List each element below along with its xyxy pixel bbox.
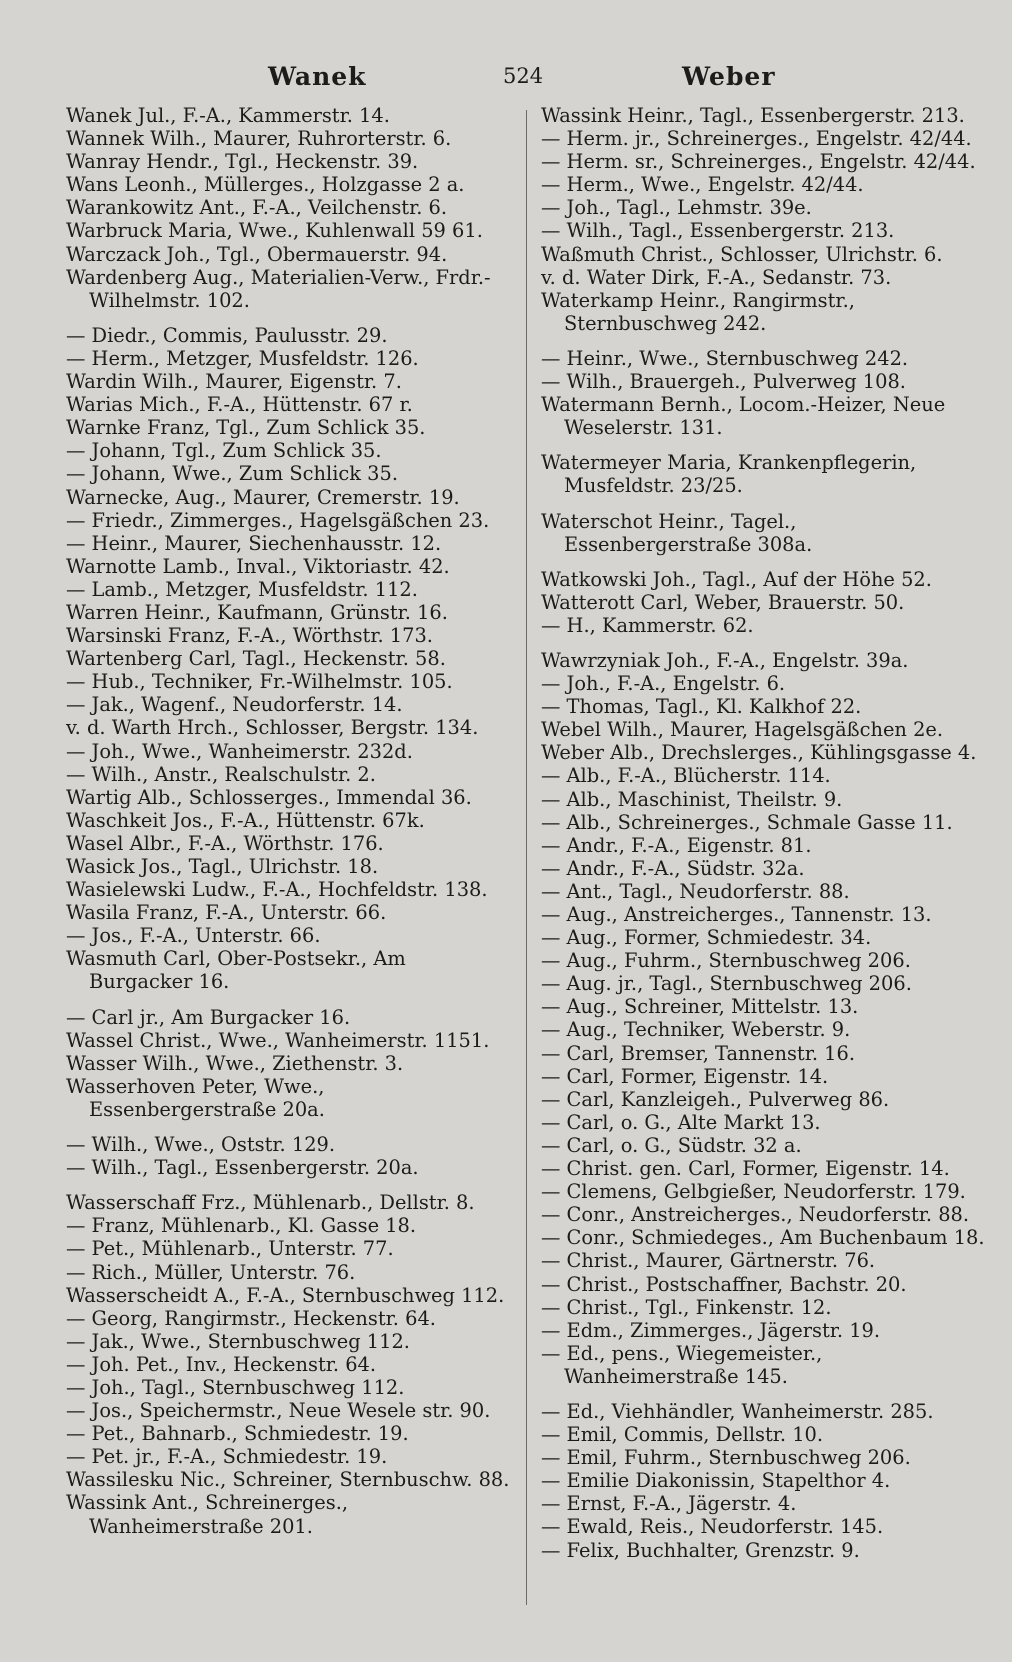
directory-entry: Watkowski Joh., Tagl., Auf der Höhe 52. xyxy=(541,567,932,591)
directory-entry: Waterkamp Heinr., Rangirmstr., Sternbuschweg 242. xyxy=(541,288,855,335)
directory-entry: — Joh. Pet., Inv., Heckenstr. 64. xyxy=(66,1352,377,1376)
right-column xyxy=(541,104,985,1562)
directory-entry: — Andr., F.-A., Südstr. 32a. xyxy=(541,856,805,880)
directory-entry: — Wilh., Tagl., Essenbergerstr. 20a. xyxy=(66,1156,419,1180)
directory-entry: — Johann, Tgl., Zum Schlick 35. xyxy=(66,439,382,463)
directory-entry: Warsinski Franz, F.-A., Wörthstr. 173. xyxy=(66,624,433,648)
directory-entry: — Rich., Müller, Unterstr. 76. xyxy=(66,1260,356,1284)
directory-entry: Wans Leonh., Müllerges., Holzgasse 2 a. xyxy=(66,173,465,197)
directory-entry: Warbruck Maria, Wwe., Kuhlenwall 59 61. xyxy=(66,219,483,243)
directory-entry: — Aug., Former, Schmiedestr. 34. xyxy=(541,926,872,950)
directory-entry: Wanray Hendr., Tgl., Heckenstr. 39. xyxy=(66,150,419,174)
directory-entry: — Joh., F.-A., Engelstr. 6. xyxy=(541,672,786,696)
directory-entry: — Ant., Tagl., Neudorferstr. 88. xyxy=(541,879,850,903)
directory-entry: — Diedr., Commis, Paulusstr. 29. xyxy=(66,323,388,347)
directory-entry: — Alb., Maschinist, Theilstr. 9. xyxy=(541,787,843,811)
directory-entry: — Carl, o. G., Alte Markt 13. xyxy=(541,1110,821,1134)
directory-entry: Wasmuth Carl, Ober-Postsekr., Am Burgacker 16. xyxy=(66,947,406,994)
directory-entry: — Hub., Techniker, Fr.-Wilhelmstr. 105. xyxy=(66,670,453,694)
directory-entry: — Wilh., Anstr., Realschulstr. 2. xyxy=(66,762,376,786)
directory-entry: Wasserschaff Frz., Mühlenarb., Dellstr. 8. xyxy=(66,1191,475,1215)
directory-entry: — Herm. sr., Schreinerges., Engelstr. 42/44. xyxy=(541,150,976,174)
directory-entry: — Ewald, Reis., Neudorferstr. 145. xyxy=(541,1515,884,1539)
directory-entry: Wassilesku Nic., Schreiner, Sternbuschw. 88. xyxy=(66,1468,510,1492)
directory-entry: v. d. Water Dirk, F.-A., Sedanstr. 73. xyxy=(541,265,892,289)
directory-entry: — Joh., Tagl., Lehmstr. 39e. xyxy=(541,196,812,220)
directory-entry: — Carl jr., Am Burgacker 16. xyxy=(66,1005,351,1029)
directory-entry: — Christ. gen. Carl, Former, Eigenstr. 14. xyxy=(541,1157,950,1181)
directory-entry: — H., Kammerstr. 62. xyxy=(541,613,754,637)
directory-entry: Waßmuth Christ., Schlosser, Ulrichstr. 6. xyxy=(541,242,943,266)
directory-entry: Wasser Wilh., Wwe., Ziethenstr. 3. xyxy=(66,1051,404,1075)
directory-entry: Wassink Ant., Schreinerges., Wanheimerstraße 201. xyxy=(66,1491,349,1538)
directory-entry: — Andr., F.-A., Eigenstr. 81. xyxy=(541,833,812,857)
directory-entry: — Wilh., Brauergeh., Pulverweg 108. xyxy=(541,370,906,394)
directory-entry: Wasserscheidt A., F.-A., Sternbuschweg 112. xyxy=(66,1283,505,1307)
directory-entry: Wasila Franz, F.-A., Unterstr. 66. xyxy=(66,901,387,925)
directory-entry: Wassel Christ., Wwe., Wanheimerstr. 1151. xyxy=(66,1028,490,1052)
directory-entry: — Jak., Wagenf., Neudorferstr. 14. xyxy=(66,693,403,717)
directory-entry: — Georg, Rangirmstr., Heckenstr. 64. xyxy=(66,1306,436,1330)
directory-entry: — Heinr., Wwe., Sternbuschweg 242. xyxy=(541,346,909,370)
directory-entry: — Herm., Metzger, Musfeldstr. 126. xyxy=(66,346,419,370)
directory-entry: — Ernst, F.-A., Jägerstr. 4. xyxy=(541,1492,797,1516)
directory-entry: v. d. Warth Hrch., Schlosser, Bergstr. 134. xyxy=(66,716,479,740)
page-header xyxy=(0,58,1012,98)
directory-entry: — Carl, Former, Eigenstr. 14. xyxy=(541,1064,829,1088)
directory-entry: — Emil, Commis, Dellstr. 10. xyxy=(541,1423,824,1447)
directory-entry: — Carl, Bremser, Tannenstr. 16. xyxy=(541,1041,855,1065)
directory-entry: — Joh., Wwe., Wanheimerstr. 232d. xyxy=(66,739,413,763)
directory-entry: — Wilh., Tagl., Essenbergerstr. 213. xyxy=(541,219,895,243)
header-right-keyword: Weber xyxy=(682,62,776,91)
directory-entry: — Ed., pens., Wiegemeister., Wanheimerstraße 145. xyxy=(541,1341,823,1388)
directory-entry: Wasielewski Ludw., F.-A., Hochfeldstr. 138. xyxy=(66,878,488,902)
directory-entry: — Pet., Mühlenarb., Unterstr. 77. xyxy=(66,1237,394,1261)
directory-entry: Warnke Franz, Tgl., Zum Schlick 35. xyxy=(66,416,426,440)
directory-entry: — Johann, Wwe., Zum Schlick 35. xyxy=(66,462,399,486)
directory-entry: — Herm., Wwe., Engelstr. 42/44. xyxy=(541,173,864,197)
directory-entry: — Clemens, Gelbgießer, Neudorferstr. 179. xyxy=(541,1180,966,1204)
directory-entry: Wardenberg Aug., Materialien-Verw., Frdr.-Wilhelmstr. 102. xyxy=(66,265,491,312)
directory-entry: — Pet., Bahnarb., Schmiedestr. 19. xyxy=(66,1422,409,1446)
directory-entry: — Jak., Wwe., Sternbuschweg 112. xyxy=(66,1329,410,1353)
directory-entry: — Conr., Anstreicherges., Neudorferstr. 88. xyxy=(541,1203,970,1227)
directory-entry: — Emilie Diakonissin, Stapelthor 4. xyxy=(541,1469,891,1493)
directory-entry: Wasel Albr., F.-A., Wörthstr. 176. xyxy=(66,831,384,855)
directory-entry: Watermann Bernh., Locom.-Heizer, Neue Weselerstr. 131. xyxy=(541,393,946,440)
directory-entry: — Lamb., Metzger, Musfeldstr. 112. xyxy=(66,577,418,601)
directory-entry: Wasserhoven Peter, Wwe., Essenbergerstraße 20a. xyxy=(66,1074,325,1121)
directory-entry: Warren Heinr., Kaufmann, Grünstr. 16. xyxy=(66,600,448,624)
directory-entry: Watermeyer Maria, Krankenpflegerin, Musfeldstr. 23/25. xyxy=(541,451,917,498)
directory-entry: — Aug., Techniker, Weberstr. 9. xyxy=(541,1018,851,1042)
directory-entry: Wartig Alb., Schlosserges., Immendal 36. xyxy=(66,785,472,809)
column-divider xyxy=(526,110,527,1605)
directory-entry: — Franz, Mühlenarb., Kl. Gasse 18. xyxy=(66,1214,417,1238)
directory-entry: Waschkeit Jos., F.-A., Hüttenstr. 67k. xyxy=(66,808,425,832)
directory-entry: — Heinr., Maurer, Siechenhausstr. 12. xyxy=(66,531,442,555)
directory-entry: Wawrzyniak Joh., F.-A., Engelstr. 39a. xyxy=(541,648,909,672)
directory-entry: Wartenberg Carl, Tagl., Heckenstr. 58. xyxy=(66,647,446,671)
directory-entry: — Edm., Zimmerges., Jägerstr. 19. xyxy=(541,1318,881,1342)
directory-entry: Warankowitz Ant., F.-A., Veilchenstr. 6. xyxy=(66,196,448,220)
directory-entry: Wanek Jul., F.-A., Kammerstr. 14. xyxy=(66,104,390,127)
directory-entry: — Felix, Buchhalter, Grenzstr. 9. xyxy=(541,1538,860,1562)
directory-entry: — Jos., Speichermstr., Neue Wesele str. 90. xyxy=(66,1399,491,1423)
header-left-keyword: Wanek xyxy=(268,62,367,91)
directory-entry: — Herm. jr., Schreinerges., Engelstr. 42/44. xyxy=(541,127,972,151)
directory-entry: — Christ., Maurer, Gärtnerstr. 76. xyxy=(541,1249,876,1273)
directory-entry: — Aug., Schreiner, Mittelstr. 13. xyxy=(541,995,859,1019)
directory-entry: Watterott Carl, Weber, Brauerstr. 50. xyxy=(541,590,905,614)
page-number: 524 xyxy=(503,64,544,88)
directory-entry: Warczack Joh., Tgl., Obermauerstr. 94. xyxy=(66,242,448,266)
directory-entry: — Jos., F.-A., Unterstr. 66. xyxy=(66,924,321,948)
directory-entry: Webel Wilh., Maurer, Hagelsgäßchen 2e. xyxy=(541,718,944,742)
directory-entry: — Conr., Schmiedeges., Am Buchenbaum 18. xyxy=(541,1226,985,1250)
directory-entry: — Alb., Schreinerges., Schmale Gasse 11. xyxy=(541,810,953,834)
directory-entry: — Thomas, Tagl., Kl. Kalkhof 22. xyxy=(541,695,862,719)
left-column xyxy=(66,104,510,1538)
directory-entry: Weber Alb., Drechslerges., Kühlingsgasse 4. xyxy=(541,741,977,765)
directory-entry: — Friedr., Zimmerges., Hagelsgäßchen 23. xyxy=(66,508,490,532)
directory-entry: — Alb., F.-A., Blücherstr. 114. xyxy=(541,764,831,788)
directory-entry: Wassink Heinr., Tagl., Essenbergerstr. 213. xyxy=(541,104,965,127)
directory-entry: Warnecke, Aug., Maurer, Cremerstr. 19. xyxy=(66,485,460,509)
directory-entry: — Christ., Postschaffner, Bachstr. 20. xyxy=(541,1272,907,1296)
directory-entry: — Aug. jr., Tagl., Sternbuschweg 206. xyxy=(541,972,912,996)
directory-entry: Wasick Jos., Tagl., Ulrichstr. 18. xyxy=(66,855,379,878)
directory-entry: Waterschot Heinr., Tagel., Essenbergerstraße 308a. xyxy=(541,509,813,556)
directory-entry: Warias Mich., F.-A., Hüttenstr. 67 r. xyxy=(66,393,413,417)
directory-entry: Wannek Wilh., Maurer, Ruhrorterstr. 6. xyxy=(66,127,452,151)
directory-entry: — Ed., Viehhändler, Wanheimerstr. 285. xyxy=(541,1399,934,1423)
directory-entry: — Pet. jr., F.-A., Schmiedestr. 19. xyxy=(66,1445,388,1469)
directory-entry: — Wilh., Wwe., Oststr. 129. xyxy=(66,1133,336,1157)
directory-entry: — Carl, o. G., Südstr. 32 a. xyxy=(541,1133,802,1157)
directory-entry: — Joh., Tagl., Sternbuschweg 112. xyxy=(66,1375,405,1399)
directory-entry: — Christ., Tgl., Finkenstr. 12. xyxy=(541,1295,832,1319)
directory-entry: — Aug., Anstreicherges., Tannenstr. 13. xyxy=(541,903,932,926)
directory-entry: — Emil, Fuhrm., Sternbuschweg 206. xyxy=(541,1446,911,1470)
directory-entry: — Aug., Fuhrm., Sternbuschweg 206. xyxy=(541,949,911,973)
directory-entry: Warnotte Lamb., Inval., Viktoriastr. 42. xyxy=(66,554,450,578)
directory-entry: — Carl, Kanzleigeh., Pulverweg 86. xyxy=(541,1087,890,1111)
directory-entry: Wardin Wilh., Maurer, Eigenstr. 7. xyxy=(66,370,402,394)
